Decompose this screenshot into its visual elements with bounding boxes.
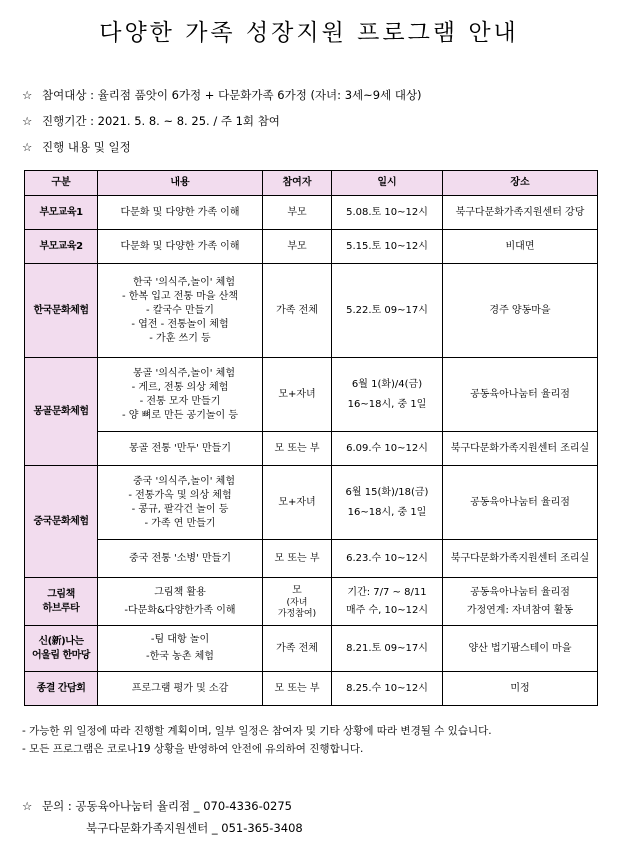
content-line: -다문화&다양한가족 이해 — [124, 604, 236, 616]
row-location: 북구다문화가족지원센터 강당 — [443, 196, 598, 230]
header-location: 장소 — [443, 171, 598, 196]
datetime-line: 매주 수, 10~12시 — [345, 604, 428, 616]
row-participants: 가족 전체 — [263, 626, 332, 672]
row-location: 북구다문화가족지원센터 조리실 — [443, 432, 598, 466]
row-category — [25, 626, 98, 672]
header-category: 구분 — [25, 171, 98, 196]
category-line: 그림책 — [47, 588, 75, 600]
row-content — [98, 626, 263, 672]
content-line: - 칼국수 만들기 — [146, 304, 214, 316]
content-line: - 양 뼈로 만든 공기놀이 등 — [121, 409, 239, 421]
category-line: 신(新)나는 — [38, 635, 84, 647]
table-row — [25, 196, 598, 230]
table-row — [25, 626, 598, 672]
datetime-line: 기간: 7/7 ~ 8/11 — [347, 586, 427, 598]
contact — [22, 795, 303, 839]
content-line: - 게르, 전통 의상 체험 — [131, 381, 229, 393]
content-line: -팀 대항 놀이 — [150, 634, 210, 645]
info-content — [22, 139, 131, 155]
datetime-line: 6월 15(화)/18(금) — [345, 486, 429, 498]
row-category: 부모교육2 — [25, 230, 98, 264]
content-line: - 한복 입고 전통 마을 산책 — [121, 290, 239, 302]
table-row — [25, 578, 598, 626]
row-participants: 모 또는 부 — [263, 540, 332, 578]
row-location: 미정 — [443, 672, 598, 706]
info-content-text: 진행 내용 및 일정 — [42, 140, 131, 154]
location-line: 가정연계: 자녀참여 활동 — [466, 604, 574, 616]
contact-line-1 — [22, 795, 303, 817]
row-participants: 모 또는 부 — [263, 672, 332, 706]
content-line: - 콩규, 팔각건 놀이 등 — [131, 503, 229, 515]
content-line: - 전통가옥 및 의상 체험 — [128, 489, 232, 501]
info-period — [22, 113, 280, 129]
row-category: 중국문화체험 — [25, 466, 98, 578]
table-row — [25, 540, 598, 578]
header-content: 내용 — [98, 171, 263, 196]
row-datetime — [332, 466, 443, 540]
datetime-line: 16~18시, 중 1일 — [347, 398, 427, 410]
category-line: 어울림 한마당 — [32, 649, 90, 661]
row-location: 비대면 — [443, 230, 598, 264]
row-location: 북구다문화가족지원센터 조리실 — [443, 540, 598, 578]
star-icon: ☆ — [22, 799, 33, 813]
table-row — [25, 264, 598, 358]
datetime-line: 16~18시, 중 1일 — [347, 506, 427, 518]
contact-line-2: 북구다문화가족지원센터 _ 051-365-3408 — [86, 821, 303, 835]
row-participants: 모 또는 부 — [263, 432, 332, 466]
row-datetime — [332, 578, 443, 626]
row-content: 다문화 및 다양한 가족 이해 — [98, 196, 263, 230]
row-content — [98, 466, 263, 540]
row-category: 종결 간담회 — [25, 672, 98, 706]
content-line: - 전통 모자 만들기 — [139, 395, 221, 407]
row-content: 다문화 및 다양한 가족 이해 — [98, 230, 263, 264]
row-datetime: 8.21.토 09~17시 — [332, 626, 443, 672]
info-period-text: 진행기간 : 2021. 5. 8. ~ 8. 25. / 주 1회 참여 — [42, 114, 280, 128]
participants-line: 가정참여) — [277, 608, 317, 619]
row-datetime: 5.15.토 10~12시 — [332, 230, 443, 264]
row-location: 공동육아나눔터 율리점 — [443, 466, 598, 540]
row-location: 경주 양동마을 — [443, 264, 598, 358]
table-row — [25, 358, 598, 432]
location-line: 공동육아나눔터 율리점 — [470, 586, 570, 598]
row-datetime — [332, 358, 443, 432]
info-target — [22, 87, 422, 103]
row-content — [98, 578, 263, 626]
row-datetime: 5.08.토 10~12시 — [332, 196, 443, 230]
row-participants: 모+자녀 — [263, 466, 332, 540]
category-line: 하브루타 — [42, 602, 80, 614]
row-participants: 부모 — [263, 230, 332, 264]
star-icon: ☆ — [22, 114, 33, 128]
content-line: 중국 '의식주,놀이' 체험 — [133, 475, 235, 487]
row-datetime: 8.25.수 10~12시 — [332, 672, 443, 706]
star-icon: ☆ — [22, 88, 33, 102]
table-row — [25, 432, 598, 466]
table-row — [25, 672, 598, 706]
content-line: 한국 '의식주,놀이' 체험 — [133, 276, 235, 288]
schedule-table — [24, 170, 598, 706]
row-datetime: 5.22.토 09~17시 — [332, 264, 443, 358]
notes — [22, 722, 492, 758]
row-datetime: 6.09.수 10~12시 — [332, 432, 443, 466]
row-participants: 모+자녀 — [263, 358, 332, 432]
info-target-text: 참여대상 : 율리점 품앗이 6가정 + 다문화가족 6가정 (자녀: 3세~9세 대상) — [42, 88, 422, 102]
row-content: 프로그램 평가 및 소감 — [98, 672, 263, 706]
content-line: - 엽전 - 전통놀이 체험 — [131, 318, 229, 330]
row-participants: 가족 전체 — [263, 264, 332, 358]
row-participants — [263, 578, 332, 626]
participants-line: (자녀 — [286, 597, 308, 608]
row-content — [98, 358, 263, 432]
row-content — [98, 264, 263, 358]
row-location: 양산 법기팜스테이 마을 — [443, 626, 598, 672]
row-category: 한국문화체험 — [25, 264, 98, 358]
row-datetime: 6.23.수 10~12시 — [332, 540, 443, 578]
table-row — [25, 466, 598, 540]
star-icon: ☆ — [22, 140, 33, 154]
row-category: 부모교육1 — [25, 196, 98, 230]
table-header-row — [25, 171, 598, 196]
note-line: - 가능한 위 일정에 따라 진행할 계획이며, 일부 일정은 참여자 및 기타 상황에 따라 변경될 수 있습니다. — [22, 725, 492, 737]
page-title: 다양한 가족 성장지원 프로그램 안내 — [99, 20, 519, 46]
row-content: 중국 전통 '소병' 만들기 — [98, 540, 263, 578]
contact-line-1-text: 문의 : 공동육아나눔터 율리점 _ 070-4336-0275 — [42, 799, 292, 813]
content-line: 그림책 활용 — [154, 586, 206, 598]
content-line: 몽골 '의식주,놀이' 체험 — [133, 367, 235, 379]
header-datetime: 일시 — [332, 171, 443, 196]
header-participants: 참여자 — [263, 171, 332, 196]
row-category: 몽골문화체험 — [25, 358, 98, 466]
content-line: - 가훈 쓰기 등 — [149, 332, 211, 344]
participants-line: 모 — [292, 584, 302, 596]
content-line: - 가족 연 만들기 — [144, 517, 216, 529]
table-row — [25, 230, 598, 264]
row-location — [443, 578, 598, 626]
row-participants: 부모 — [263, 196, 332, 230]
row-category — [25, 578, 98, 626]
row-location: 공동육아나눔터 율리점 — [443, 358, 598, 432]
note-line: - 모든 프로그램은 코로나19 상황을 반영하여 안전에 유의하여 진행합니다. — [22, 743, 364, 755]
content-line: -한국 농촌 체험 — [146, 651, 214, 662]
row-content: 몽골 전통 '만두' 만들기 — [98, 432, 263, 466]
datetime-line: 6월 1(화)/4(금) — [351, 378, 423, 390]
